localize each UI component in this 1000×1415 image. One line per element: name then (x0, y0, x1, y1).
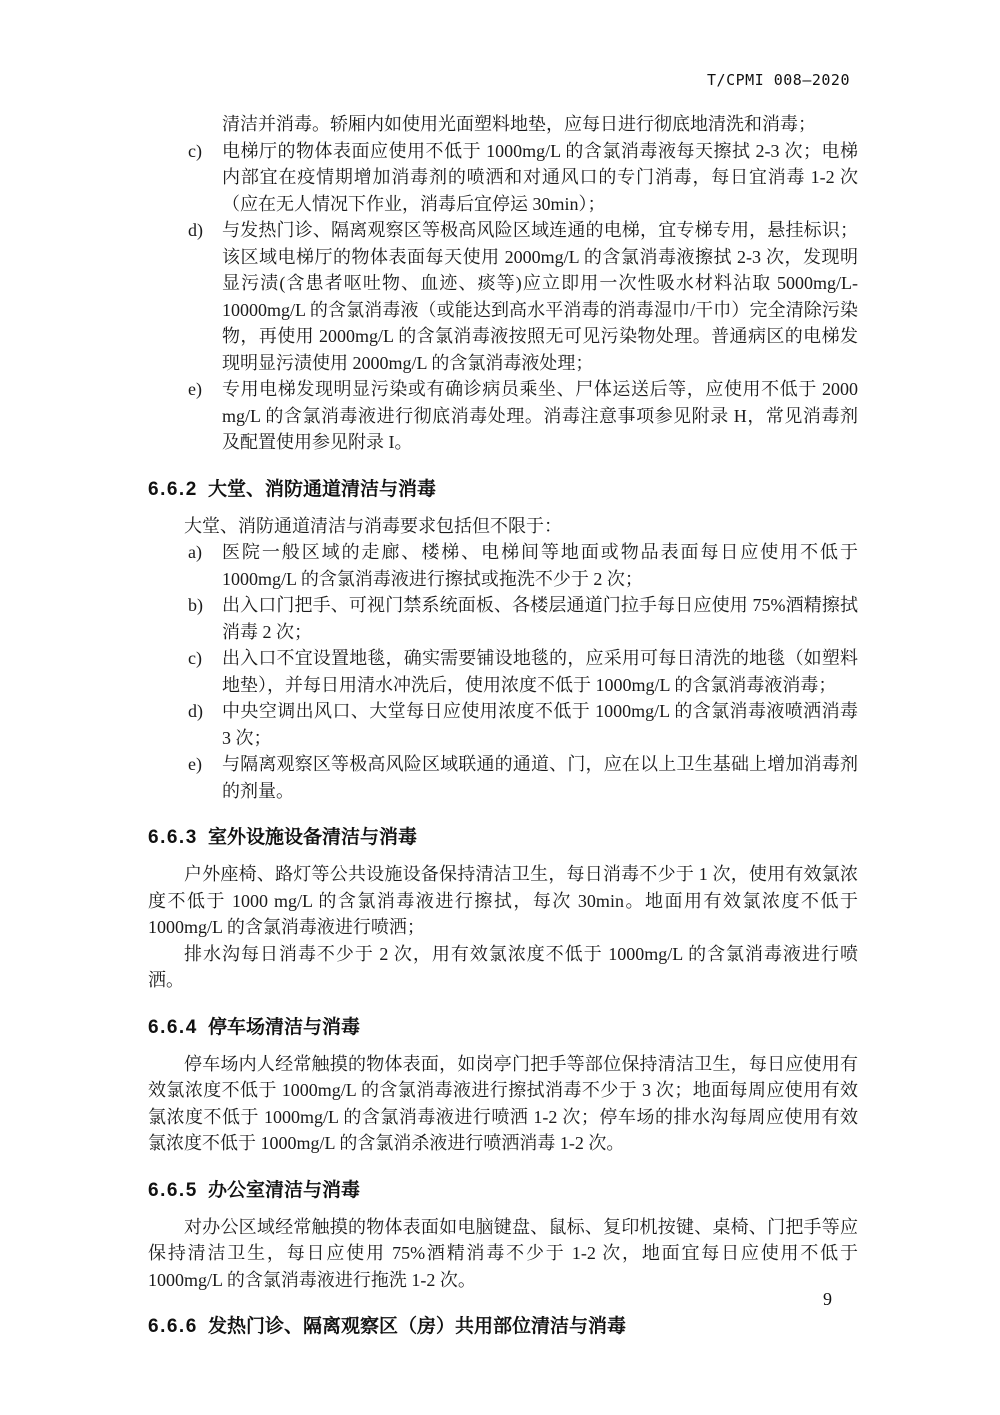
section-number: 6.6.6 (148, 1316, 198, 1337)
list-item (148, 138, 858, 218)
list-item (148, 698, 858, 751)
list-item (148, 592, 858, 645)
page-content (148, 111, 858, 1350)
section-title: 停车场清洁与消毒 (208, 1016, 361, 1038)
list-item-text: 中央空调出风口、大堂每日应使用浓度不低于 1000mg/L 的含氯消毒液喷洒消毒 3 次； (222, 701, 858, 748)
list-item-text: 电梯厅的物体表面应使用不低于 1000mg/L 的含氯消毒液每天擦拭 2-3 次；电梯内部宜在疫情期增加消毒剂的喷洒和对通风口的专门消毒，每日宜消毒 1-2 次（应在无人情况下作业，消毒后宜停运 30min）； (222, 140, 858, 214)
list-item-text: 医院一般区域的走廊、楼梯、电梯间等地面或物品表面每日应使用不低于 1000mg/L 的含氯消毒液进行擦拭或拖洗不少于 2 次； (222, 542, 858, 589)
section-number: 6.6.3 (148, 827, 198, 848)
section-heading-663 (148, 824, 858, 851)
list-item-text: 与发热门诊、隔离观察区等极高风险区域连通的电梯，宜专梯专用，悬挂标识；该区域电梯厅的物体表面每天使用 2000mg/L 的含氯消毒液擦拭 2-3 次，发现明显污渍(含患者呕吐物、血迹、痰等)应立即用一次性吸水材料沾取 5000mg/L-10000mg/L 的含氯消毒液（或能达到高水平消毒的消毒湿巾/干巾）完全清除污染物，再使用 2000mg/L 的含氯消毒液按照无可见污染物处理。普通病区的电梯发现明显污渍使用 2000mg/L 的含氯消毒液处理； (222, 220, 858, 373)
section-number: 6.6.5 (148, 1179, 198, 1201)
list-item (148, 217, 858, 376)
paragraph-continuation: 清洁并消毒。轿厢内如使用光面塑料地垫，应每日进行彻底地清洗和消毒； (222, 114, 816, 134)
section-intro: 大堂、消防通道清洁与消毒要求包括但不限于： (184, 515, 562, 536)
paragraph: 排水沟每日消毒不少于 2 次，用有效氯浓度不低于 1000mg/L 的含氯消毒液进行喷洒。 (148, 943, 858, 990)
list-item-label: d) (188, 701, 203, 721)
section-number: 6.6.4 (148, 1016, 198, 1038)
list-item-text: 出入口门把手、可视门禁系统面板、各楼层通道门拉手每日应使用 75%酒精擦拭消毒 2 次； (222, 595, 858, 642)
list-item-text: 专用电梯发现明显污染或有确诊病员乘坐、尸体运送后等，应使用不低于 2000 mg/L 的含氯消毒液进行彻底消毒处理。消毒注意事项参见附录 H，常见消毒剂及配置使用参见附录 I。 (222, 379, 858, 452)
paragraph: 户外座椅、路灯等公共设施设备保持清洁卫生，每日消毒不少于 1 次，使用有效氯浓度不低于 1000 mg/L 的含氯消毒液进行擦拭，每次 30min。地面用有效氯浓度不低于 1000mg/L 的含氯消毒液进行喷洒； (148, 864, 858, 937)
section-heading-662 (148, 476, 858, 503)
list-item (148, 376, 858, 456)
list-item-label: e) (188, 754, 202, 774)
standard-code-header: T/CPMI 008—2020 (707, 71, 850, 89)
section-title: 发热门诊、隔离观察区（房）共用部位清洁与消毒 (208, 1316, 627, 1337)
list-item-text: 出入口不宜设置地毯，确实需要铺设地毯的，应采用可每日清洗的地毯（如塑料地垫），并每日用清水冲洗后，使用浓度不低于 1000mg/L 的含氯消毒液消毒； (222, 648, 858, 695)
list-item-label: a) (188, 542, 202, 562)
section-title: 办公室清洁与消毒 (208, 1179, 361, 1201)
section-heading-665 (148, 1177, 858, 1204)
list-item-text: 与隔离观察区等极高风险区域联通的通道、门，应在以上卫生基础上增加消毒剂的剂量。 (222, 754, 858, 801)
paragraph: 对办公区域经常触摸的物体表面如电脑键盘、鼠标、复印机按键、桌椅、门把手等应保持清洁卫生，每日应使用 75%酒精消毒不少于 1-2 次，地面宜每日应使用不低于 1000mg/L 的含氯消毒液进行拖洗 1-2 次。 (148, 1216, 858, 1290)
list-item (148, 645, 858, 698)
paragraph: 停车场内人经常触摸的物体表面，如岗亭门把手等部位保持清洁卫生，每日应使用有效氯浓度不低于 1000mg/L 的含氯消毒液进行擦拭消毒不少于 3 次；地面每周应使用有效氯浓度不低于 1000mg/L 的含氯消毒液进行喷洒 1-2 次；停车场的排水沟每周应使用有效氯浓度不低于 1000mg/L 的含氯消杀液进行喷洒消毒 1-2 次。 (148, 1053, 858, 1153)
list-item (148, 751, 858, 804)
list-item-label: d) (188, 220, 203, 240)
list-item-label: b) (188, 595, 203, 615)
section-heading-666 (148, 1313, 858, 1340)
list-item (148, 539, 858, 592)
section-title: 大堂、消防通道清洁与消毒 (208, 478, 437, 500)
list-item-label: c) (188, 648, 202, 668)
list-item-label: c) (188, 140, 202, 161)
section-heading-664 (148, 1014, 858, 1041)
list-item-label: e) (188, 379, 202, 399)
lobby-disinfection-list (148, 539, 858, 804)
page-number: 9 (823, 1289, 832, 1309)
elevator-disinfection-list (148, 138, 858, 456)
section-number: 6.6.2 (148, 478, 198, 500)
section-title: 室外设施设备清洁与消毒 (208, 827, 418, 848)
